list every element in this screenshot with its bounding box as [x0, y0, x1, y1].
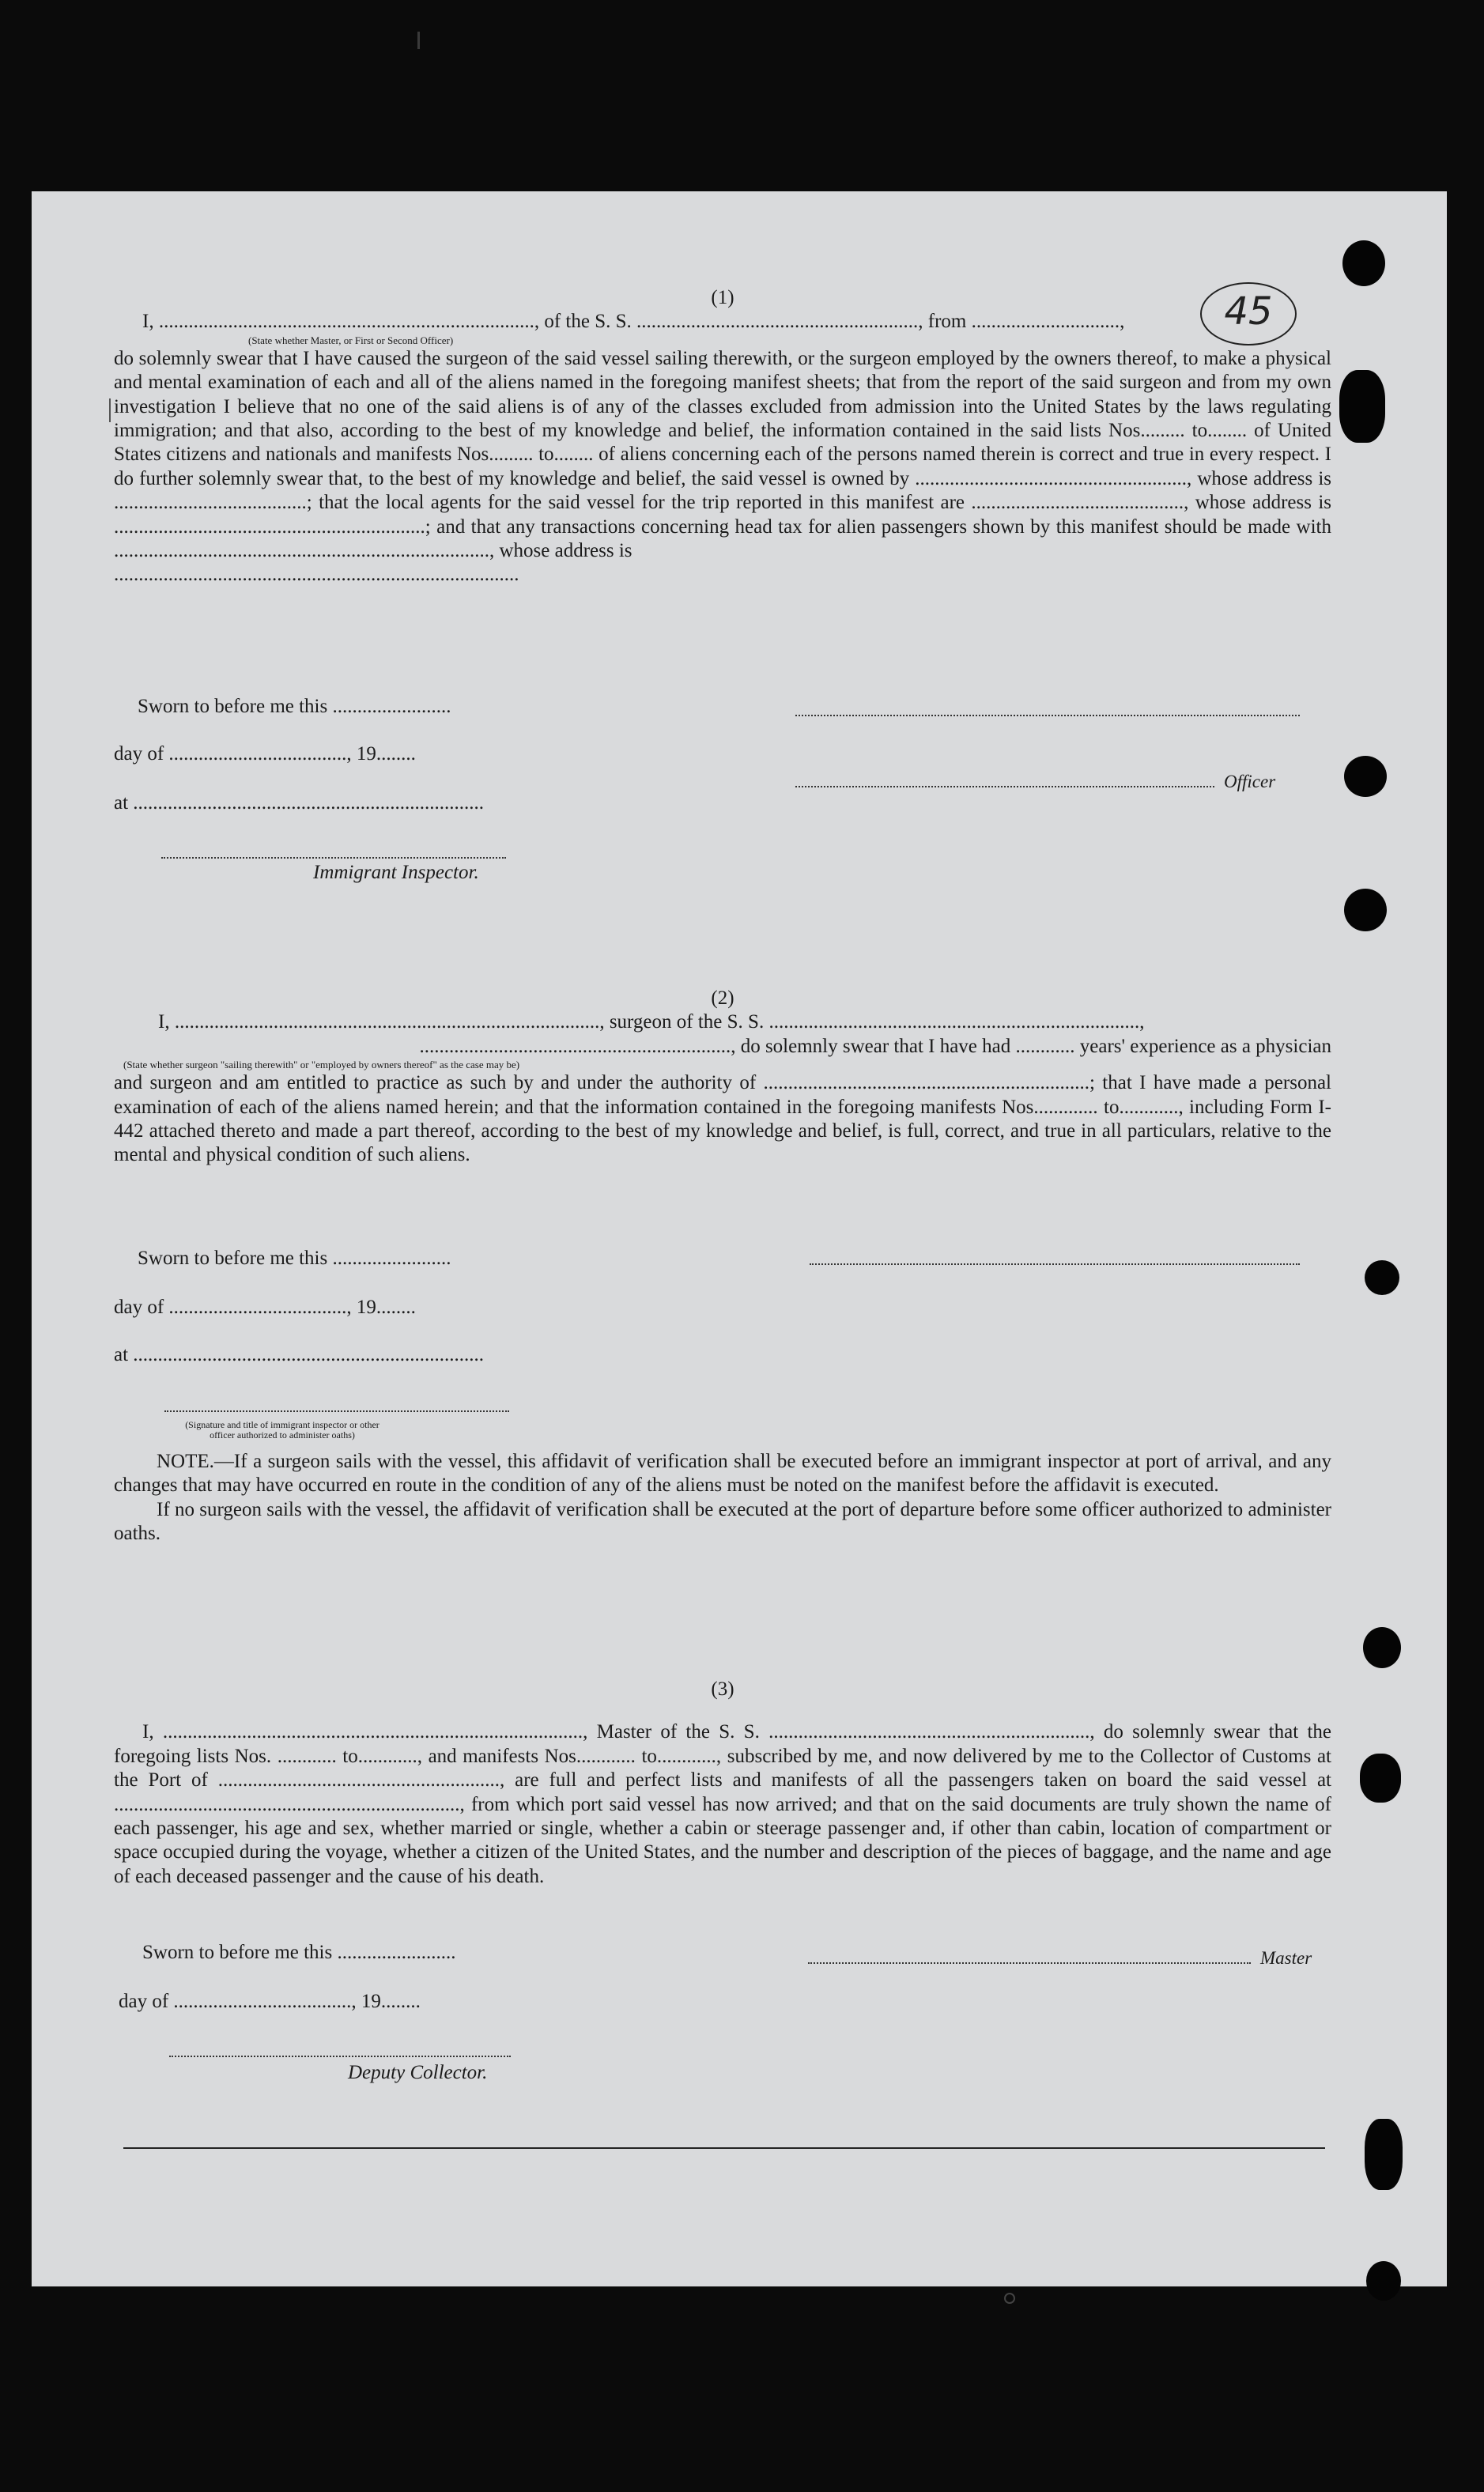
punch-hole [1365, 2119, 1403, 2190]
punch-hole [1360, 1754, 1401, 1803]
field-note: (State whether surgeon "sailing therewith" or "employed by owners thereof" as the case may be) [123, 1059, 520, 1071]
verification-note [114, 1450, 1331, 1546]
note-label: NOTE. [157, 1451, 214, 1472]
day-line: day of ...................................., 19........ [114, 1297, 416, 1318]
signature-line [164, 1410, 509, 1412]
sworn-line: Sworn to before me this ........................ [138, 1248, 451, 1269]
affidavit-tail-line: .................................................................................. [114, 564, 519, 586]
field-note: (State whether Master, or First or Second Officer) [248, 334, 454, 346]
section-number: (3) [711, 1678, 734, 1700]
section-2-opening-line: I, ......................................................................................, surgeon of the S. S. ..........................................................................., [158, 1011, 1145, 1033]
signature-line [795, 715, 1300, 716]
affidavit-body: do solemnly swear that I have caused the surgeon of the said vessel sailing therewith, or the surgeon employed by the owners thereof, to make a physical and mental examination of each and all of the aliens named in the foregoing manifest sheets; that from the report of the said surgeon and from my own investigation I believe that no one of the said aliens is of any of the classes excluded from admission into the United States by the laws regulating immigration; and that also, according to the best of my knowledge and belief, the information contained in the said lists Nos......... to........ of United States citizens and nationals and manifests Nos......... to........ of aliens concerning each of the persons named therein is correct and true in every respect. I do further solemnly swear that, to the best of my knowledge and belief, the said vessel is owned by ......................................................., whose address is .......................................; that the local agents for the said vessel for the trip reported in this manifest are ..........................................., whose address is ...............................................................; and that any transactions concerning head tax for alien passengers shown by this manifest should be made with ............................................................................, whose address is [114, 347, 1331, 562]
manifest-page [32, 191, 1447, 2286]
handwritten-page-number: 45 [1200, 282, 1297, 345]
section-2-second-line: ..............................................................., do solemnly swear that I have had ............ years' experience as a physician [419, 1035, 1331, 1057]
section-number: (1) [711, 287, 734, 308]
punch-hole [1363, 1627, 1401, 1668]
at-line: at ....................................................................... [114, 1344, 485, 1365]
officer-signature-line [795, 786, 1214, 787]
inspector-label: Immigrant Inspector. [313, 862, 479, 883]
deputy-label: Deputy Collector. [348, 2062, 488, 2083]
deputy-signature-line [169, 2056, 511, 2057]
affidavit-body: I, ....................................................................................., Master of the S. S. ................................................................., do solemnly swear that the foregoing lists Nos. ............ to............, and manifests Nos............ to............, subscribed by me, and now delivered by me to the Collector of Customs at the Port of ........................................................., are full and perfect lists and manifests of all the passengers taken on board the said vessel at ......................................................................, from which port said vessel has now arrived; and that on the said documents are truly shown the name of each passenger, his age and sex, whether married or single, whether a cabin or steerage passenger and, if other than cabin, location of compartment or space occupied during the voyage, whether a citizen of the United States, and the number and description of the pieces of baggage, and the name and age of each deceased passenger and the cause of his death. [114, 1721, 1331, 1887]
affidavit-section-3 [114, 1678, 1331, 1889]
page-edge-mark [109, 398, 111, 422]
day-line: day of ...................................., 19........ [114, 743, 416, 765]
at-line: at ....................................................................... [114, 792, 485, 814]
inspector-signature-line [161, 857, 506, 859]
punch-hole [1344, 889, 1387, 931]
master-signature-line [808, 1962, 1251, 1964]
affidavit-section-2 [114, 987, 1331, 1168]
film-tick-mark [417, 32, 420, 49]
day-line: day of ...................................., 19........ [119, 1991, 421, 2012]
punch-hole [1365, 1260, 1399, 1295]
master-label: Master [1260, 1948, 1312, 1968]
signature-line [810, 1263, 1300, 1265]
section-number: (2) [711, 987, 734, 1009]
sworn-line: Sworn to before me this ........................ [138, 696, 451, 717]
signature-note: (Signature and title of immigrant inspector or other officer authorized to administer oaths) [185, 1419, 379, 1440]
section-1-opening-line: I, ............................................................................, of the S. S. ........................................................., from .............................., [142, 311, 1125, 333]
punch-hole [1344, 756, 1387, 797]
punch-hole [1366, 2261, 1401, 2301]
punch-hole [1342, 240, 1385, 286]
note-second-paragraph: If no surgeon sails with the vessel, the affidavit of verification shall be executed at the port of departure before some officer authorized to administer oaths. [114, 1498, 1331, 1545]
affidavit-body: and surgeon and am entitled to practice as such by and under the authority of ..................................................................; that I have made a personal examination of each of the aliens named herein; and that the information contained in the foregoing manifests Nos............. to............, including Form I-442 attached thereto and made a part thereof, according to the best of my knowledge and belief, is full, correct, and true in all particulars, relative to the mental and physical condition of such aliens. [114, 1072, 1331, 1166]
punch-hole [1339, 370, 1385, 443]
officer-label: Officer [1224, 772, 1276, 791]
note-text: —If a surgeon sails with the vessel, this affidavit of verification shall be executed before an immigrant inspector at port of arrival, and any changes that may have occurred en route in the condition of any of the aliens must be noted on the manifest before the affidavit is executed. [114, 1451, 1331, 1497]
affidavit-section-1 [114, 286, 1331, 587]
small-circle-mark [1004, 2293, 1015, 2304]
sworn-line: Sworn to before me this ........................ [142, 1942, 456, 1963]
bottom-rule [123, 2147, 1325, 2149]
